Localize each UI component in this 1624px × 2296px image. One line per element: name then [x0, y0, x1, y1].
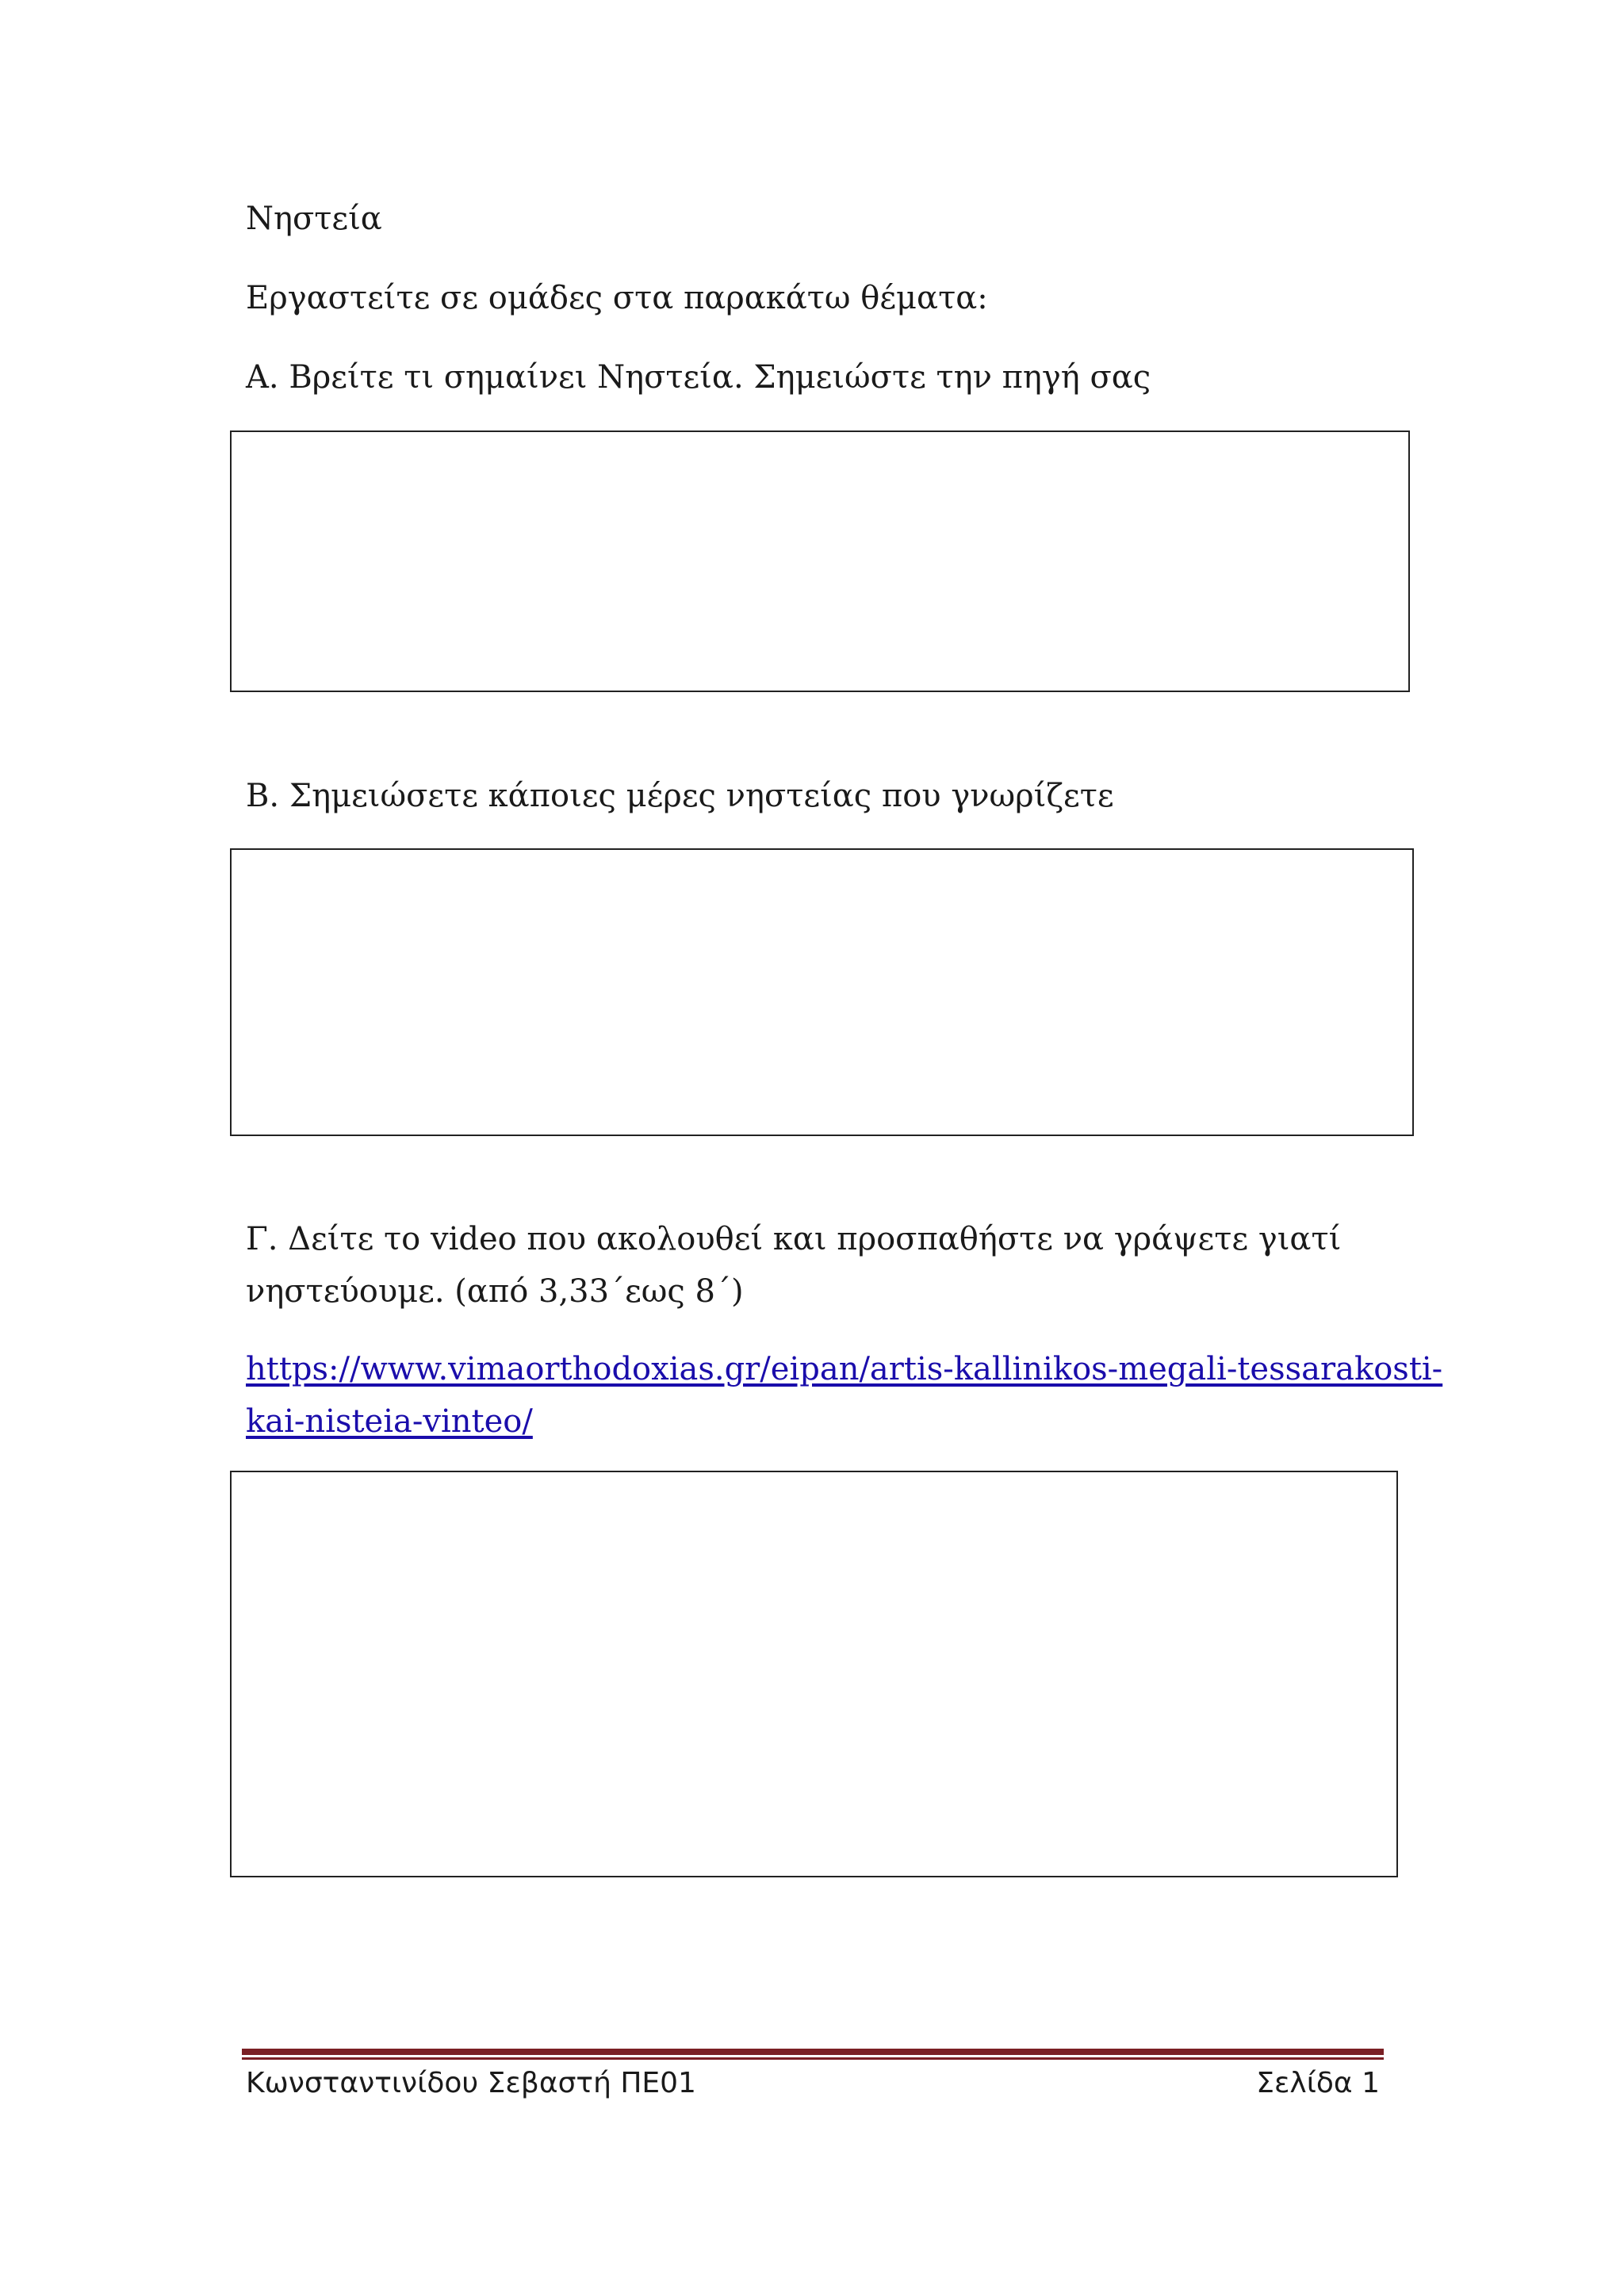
document-title: Νηστεία	[246, 201, 382, 237]
question-a: Α. Βρείτε τι σημαίνει Νηστεία. Σημειώστε την πηγή σας	[246, 359, 1151, 396]
instructions-text: Εργαστείτε σε ομάδες στα παρακάτω θέματα:	[246, 280, 988, 316]
answer-box-c[interactable]	[230, 1471, 1398, 1877]
footer-rule	[242, 2049, 1384, 2060]
question-c-line-2: νηστεύουμε. (από 3,33΄εως 8΄)	[246, 1273, 744, 1310]
video-link[interactable]	[246, 1343, 1442, 1448]
video-link-line-1[interactable]: https://www.vimaorthodoxias.gr/eipan/artis-kallinikos-megali-tessarakosti-	[246, 1351, 1443, 1387]
footer-rule-thick	[242, 2049, 1384, 2055]
footer-author: Κωνσταντινίδου Σεβαστή ΠΕ01	[246, 2067, 696, 2099]
answer-box-b[interactable]	[230, 848, 1414, 1136]
footer-page-number: Σελίδα 1	[1256, 2067, 1380, 2099]
video-link-line-2[interactable]: kai-nisteia-vinteo/	[246, 1403, 533, 1440]
answer-box-a[interactable]	[230, 430, 1410, 692]
question-c	[246, 1213, 1341, 1318]
question-c-line-1: Γ. Δείτε το video που ακολουθεί και προσπαθήστε να γράψετε γιατί	[246, 1221, 1342, 1257]
footer-rule-thin	[242, 2057, 1384, 2060]
question-b: Β. Σημειώσετε κάποιες μέρες νηστείας που γνωρίζετε	[246, 778, 1114, 814]
